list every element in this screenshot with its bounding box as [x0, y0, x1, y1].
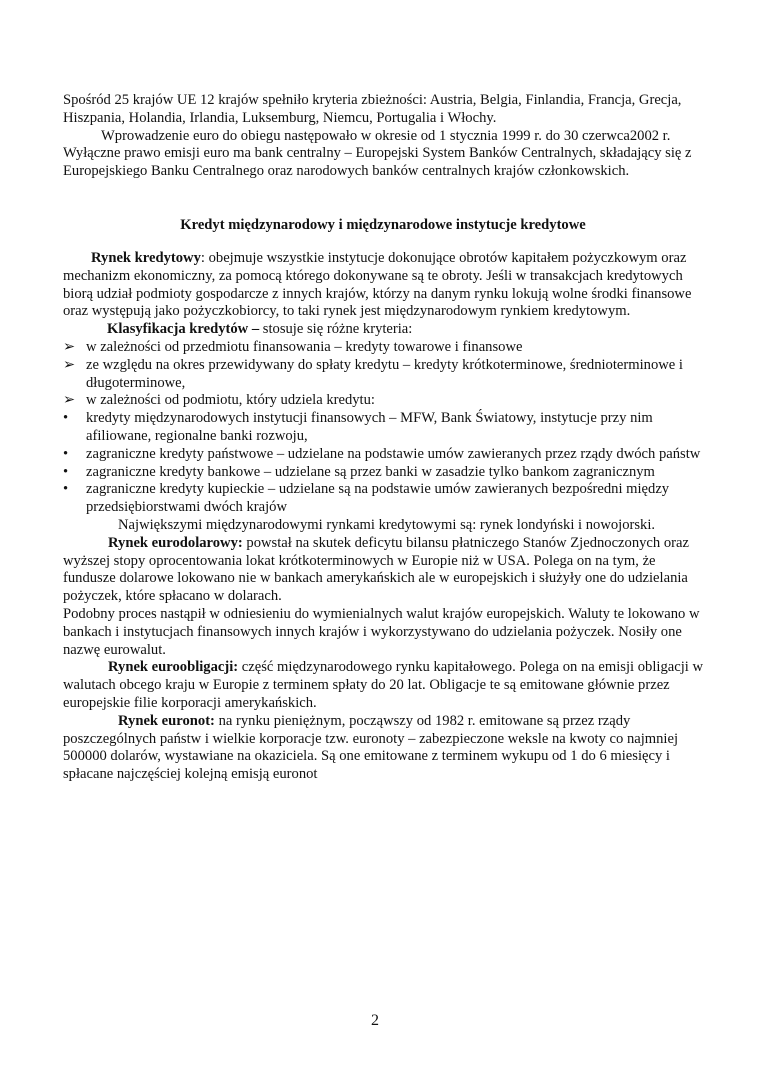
dot-bullet-icon: •: [63, 463, 69, 480]
list-item: [63, 481, 703, 517]
arrow-bullet-icon: ➢: [63, 356, 76, 373]
dot-bullet-icon: •: [63, 445, 69, 462]
dot-bullet-icon: •: [63, 481, 69, 498]
text-rynek-kredytowy: : obejmuje wszystkie instytucje dokonujące obrotów kapitałem pożyczkowym oraz mechanizm ekonomiczny, za pomocą którego dokonywane są te obroty. Jeśli w transakcjach kredytowych biorą udział podmioty gospodarcze z innych krajów, którzy na danym rynku lokują wolne środki finansowe oraz występują jako pożyczkobiorcy, to taki rynek jest międzynarodowym rynkiem kredytowym.: [63, 250, 692, 320]
term-eurodolarowy: Rynek eurodolarowy:: [108, 534, 243, 551]
page-number: 2: [371, 1012, 379, 1029]
list-item: [63, 446, 703, 464]
text-euroobligacji: część międzynarodowego rynku kapitałowego. Polega on na emisji obligacji w walutach obcego kraju w Europie z terminem spłaty do 20 lat. Obligacje te są emitowane głównie przez europejskie filie korporacji amerykańskich.: [63, 659, 703, 711]
list-item: [63, 357, 703, 393]
list-item: [63, 464, 703, 482]
paragraph-euronot: [63, 713, 703, 784]
criteria-list: [63, 339, 703, 517]
arrow-bullet-icon: ➢: [63, 338, 76, 355]
list-item: [63, 410, 703, 446]
intro-section: [63, 92, 703, 181]
dot-bullet-icon: •: [63, 410, 69, 427]
list-item-text: zagraniczne kredyty kupieckie – udzielane są na podstawie umów zawieranych bezpośredni między przedsiębiorstwami dwóch krajów: [86, 481, 670, 516]
section-heading: Kredyt międzynarodowy i międzynarodowe instytucje kredytowe: [180, 217, 586, 233]
list-item-text: kredyty międzynarodowych instytucji finansowych – MFW, Bank Światowy, instytucje przy nim afiliowane, regionalne banki rozwoju,: [86, 410, 653, 444]
text-euronot: na rynku pieniężnym, począwszy od 1982 r. emitowane są przez rządy poszczególnych państw i wielkie korporacje tzw. euronoty – zabezpieczone weksle na kwoty co najmniej 500000 dolarów, wystawiane na okaziciela. Są one emitowane z terminem wykupu od 1 do 6 miesięcy i spłacane najczęściej kolejną emisją euronot: [63, 712, 679, 783]
term-klasyfikacja: Klasyfikacja kredytów –: [107, 321, 260, 338]
term-euronot: Rynek euronot:: [118, 712, 215, 729]
paragraph-eurowaluty: Podobny proces nastąpił w odniesieniu do wymienialnych walut krajów europejskich. Waluty te lokowano w bankach i instytucjach finansowych innych krajów i wykorzystywano do udzielania pożyczek. Nosiły one nazwę eurowalut.: [63, 605, 700, 658]
paragraph-eurodolarowy: [63, 535, 703, 606]
paragraph-rynek-kredytowy: [63, 250, 703, 321]
text-klasyfikacja: stosuje się różne kryteria:: [259, 321, 413, 338]
list-item-text: zagraniczne kredyty bankowe – udzielane są przez banki w zasadzie tylko bankom zagranicznym: [86, 463, 655, 480]
term-euroobligacji: Rynek euroobligacji:: [108, 659, 239, 676]
paragraph-euroobligacji: [63, 659, 703, 712]
text-eurodolarowy: powstał na skutek deficytu bilansu płatniczego Stanów Zjednoczonych oraz wyższej stopy oprocentowania lokat krótkoterminowych w Europie niż w USA. Polega on na tym, że fundusze dolarowe lokowano nie w bankach amerykańskich ale w europejskich i służyły one do udzielania pożyczek, które spłacano w dolarach.: [63, 534, 689, 605]
intro-paragraph-countries: Spośród 25 krajów UE 12 krajów spełniło kryteria zbieżności: Austria, Belgia, Finlandia, Francja, Grecja, Hiszpania, Holandia, Irlandia, Luksemburg, Niemcu, Portugalia i Włochy.: [63, 92, 682, 126]
list-item-text: ze względu na okres przewidywany do spłaty kredytu – kredyty krótkoterminowe, średnioterminowe i długoterminowe,: [86, 356, 683, 391]
intro-paragraph-euro: Wprowadzenie euro do obiegu następowało w okresie od 1 stycznia 1999 r. do 30 czerwca2002 r. Wyłączne prawo emisji euro ma bank centralny – Europejski System Banków Centralnych, składający się z Europejskiego Banku Centralnego oraz narodowych banków centralnych krajów członkowskich.: [63, 127, 692, 180]
paragraph-najwieksze-rynki: Największymi międzynarodowymi rynkami kredytowymi są: rynek londyński i nowojorski.: [118, 516, 656, 533]
list-item: [63, 339, 703, 357]
term-rynek-kredytowy: Rynek kredytowy: [91, 250, 201, 266]
list-item-text: w zależności od podmiotu, który udziela kredytu:: [86, 392, 375, 409]
list-item: [63, 392, 703, 410]
list-item-text: w zależności od przedmiotu finansowania – kredyty towarowe i finansowe: [86, 338, 523, 355]
main-section: [63, 250, 703, 784]
list-item-text: zagraniczne kredyty państwowe – udzielane na podstawie umów zawieranych przez rządy dwóch państw: [86, 445, 701, 462]
paragraph-klasyfikacja: [63, 321, 703, 339]
arrow-bullet-icon: ➢: [63, 392, 76, 409]
